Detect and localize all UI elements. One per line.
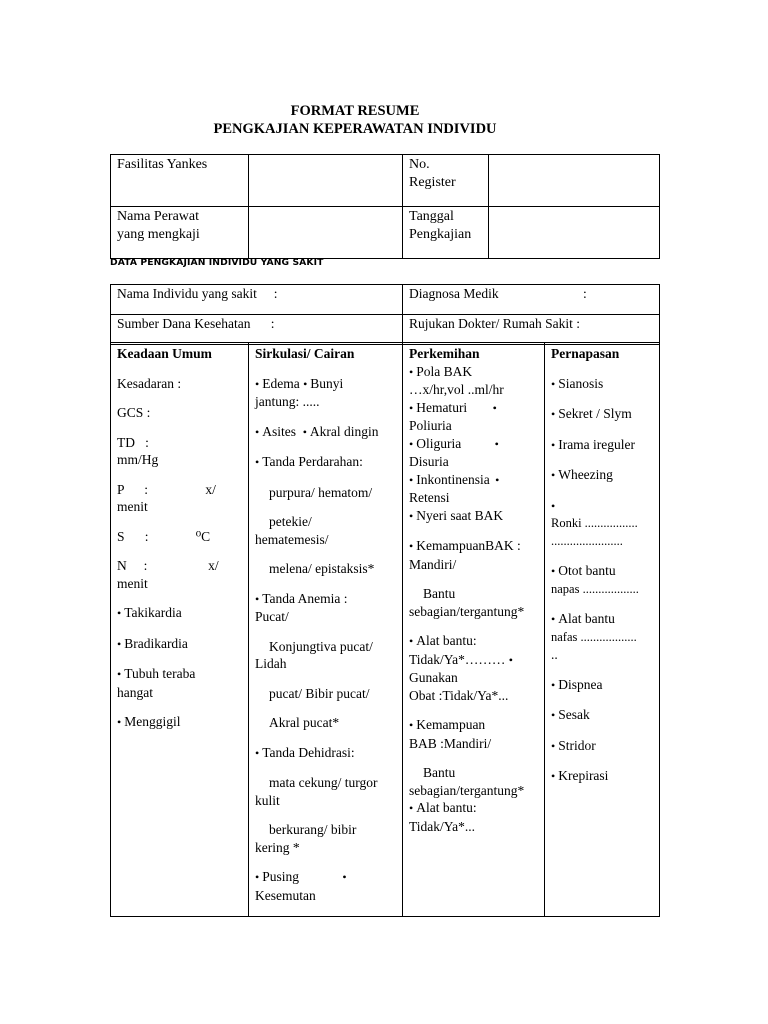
kesemutan-option[interactable]: Kesemutan xyxy=(255,887,316,903)
petekie-text: petekie/ xyxy=(269,514,312,529)
gunakan-obat-bullet[interactable] xyxy=(509,652,516,667)
section-label: DATA PENGKAJIAN INDIVIDU YANG SAKIT xyxy=(110,257,324,268)
sirkulasi-header: Sirkulasi/ Cairan xyxy=(255,346,355,361)
melena-text: melena/ epistaksis* xyxy=(269,561,375,576)
header-form-table xyxy=(110,154,660,259)
ronki-cont: ....................... xyxy=(551,533,623,548)
disuria-option[interactable]: Disuria xyxy=(409,454,449,469)
inkontinensia-option[interactable]: • Inkontinensia xyxy=(409,472,490,487)
sirkulasi-column xyxy=(249,343,403,917)
menggigil-option[interactable]: • Menggigil xyxy=(117,713,242,732)
sianosis-option[interactable]: • Sianosis xyxy=(551,375,653,394)
pucat-text: Pucat/ xyxy=(255,609,289,624)
kemampuan-bak-option[interactable]: • KemampuanBAK : xyxy=(409,537,538,556)
takikardia-option[interactable]: • Takikardia xyxy=(117,604,242,623)
p-field[interactable]: P : x/ xyxy=(117,481,216,497)
perkemihan-column xyxy=(403,343,545,917)
alat-bantu-nafas-cont2: .. xyxy=(551,647,558,662)
disuria-bullet[interactable] xyxy=(495,436,502,451)
akral-pucat-text: Akral pucat* xyxy=(269,715,340,730)
tubuh-teraba-option[interactable]: • Tubuh teraba xyxy=(117,665,242,684)
assessment-grid xyxy=(110,342,660,917)
td-unit: mm/Hg xyxy=(117,452,159,467)
alat-bantu-bab-option[interactable]: • Alat bantu: xyxy=(409,799,538,818)
alat-bantu-nafas-cont: nafas .................. xyxy=(551,629,637,644)
no-register-label: No. Register xyxy=(403,155,489,207)
kulit-text: kulit xyxy=(255,792,280,808)
tanda-perdarahan-option[interactable]: • Tanda Perdarahan: xyxy=(255,453,396,472)
ronki-bullet[interactable] xyxy=(551,497,653,516)
bunyi-option[interactable]: • Bunyi xyxy=(303,376,343,391)
keadaan-umum-column xyxy=(111,343,249,917)
kesemutan-bullet[interactable] xyxy=(342,869,349,884)
tanda-dehidrasi-option[interactable]: • Tanda Dehidrasi: xyxy=(255,744,396,763)
gunakan-obat-cont: Obat :Tidak/Ya*... xyxy=(409,687,509,703)
bibir-pucat-text: pucat/ Bibir pucat/ xyxy=(269,685,370,701)
fasilitas-value[interactable] xyxy=(249,155,403,207)
mandiri-bak-text: Mandiri/ xyxy=(409,556,457,572)
tergantung-bab-text: sebagian/tergantung* xyxy=(409,782,525,798)
sesak-option[interactable]: • Sesak xyxy=(551,706,653,725)
lidah-text: Lidah xyxy=(255,656,287,671)
pusing-option[interactable]: • Pusing xyxy=(255,869,299,884)
pernapasan-column xyxy=(545,343,660,917)
ronki-option[interactable]: Ronki ................. xyxy=(551,516,638,530)
akral-dingin-option[interactable]: • Akral dingin xyxy=(303,424,379,439)
oliguria-option[interactable]: • Oliguria xyxy=(409,436,461,451)
alat-bantu-bak-option[interactable]: • Alat bantu: xyxy=(409,632,538,651)
kemampuan-bab-option[interactable]: • Kemampuan xyxy=(409,716,538,735)
pola-bak-option[interactable]: • Pola BAK xyxy=(409,363,538,382)
kering-text: kering * xyxy=(255,839,300,855)
tanda-anemia-option[interactable]: • Tanda Anemia : xyxy=(255,590,396,609)
mandiri-bab-text: BAB :Mandiri/ xyxy=(409,735,492,751)
tubuh-teraba-cont: hangat xyxy=(117,684,153,700)
hematemesis-text: hematemesis/ xyxy=(255,531,329,547)
alat-bantu-bab-cont: Tidak/Ya*... xyxy=(409,818,476,834)
purpura-text: purpura/ hematom/ xyxy=(269,484,373,500)
tanggal-value[interactable] xyxy=(489,207,660,259)
sumber-dana-field[interactable]: Sumber Dana Kesehatan : xyxy=(111,315,403,345)
bantu-bab-text: Bantu xyxy=(423,765,456,780)
otot-bantu-option[interactable]: • Otot bantu xyxy=(551,562,653,581)
no-register-value[interactable] xyxy=(489,155,660,207)
pernapasan-header: Pernapasan xyxy=(551,346,620,361)
gcs-field[interactable]: GCS : xyxy=(117,405,151,420)
s-field[interactable]: S : ⁰C xyxy=(117,528,211,544)
nama-individu-field[interactable]: Nama Individu yang sakit : xyxy=(111,285,403,315)
sekret-option[interactable]: • Sekret / Slym xyxy=(551,405,653,424)
gunakan-obat-option[interactable]: Gunakan xyxy=(409,670,458,685)
rujukan-field[interactable]: Rujukan Dokter/ Rumah Sakit : xyxy=(403,315,660,345)
dispnea-option[interactable]: • Dispnea xyxy=(551,676,653,695)
retensi-option[interactable]: Retensi xyxy=(409,490,450,505)
poliuria-option[interactable]: Poliuria xyxy=(409,418,452,433)
otot-bantu-cont: napas .................. xyxy=(551,581,639,596)
mata-cekung-text: mata cekung/ turgor xyxy=(269,775,378,790)
p-unit: menit xyxy=(117,499,148,514)
nama-perawat-label: Nama Perawat yang mengkaji xyxy=(111,207,249,259)
diagnosa-field[interactable]: Diagnosa Medik : xyxy=(403,285,660,315)
td-field[interactable]: TD : xyxy=(117,434,149,450)
krepirasi-option[interactable]: • Krepirasi xyxy=(551,767,653,786)
tanggal-label: Tanggal Pengkajian xyxy=(403,207,489,259)
info-table xyxy=(110,284,660,345)
berkurang-text: berkurang/ bibir xyxy=(269,822,357,837)
wheezing-option[interactable]: • Wheezing xyxy=(551,466,653,485)
keadaan-umum-header: Keadaan Umum xyxy=(117,346,212,361)
poliuria-bullet[interactable] xyxy=(493,400,500,415)
document-title: FORMAT RESUME xyxy=(290,103,420,119)
hematuri-option[interactable]: • Hematuri xyxy=(409,400,467,415)
edema-option[interactable]: • Edema xyxy=(255,376,300,391)
bantu-bak-text: Bantu xyxy=(423,586,456,601)
fasilitas-label: Fasilitas Yankes xyxy=(111,155,249,207)
alat-bantu-bak-cont: Tidak/Ya*……… xyxy=(409,651,506,667)
bradikardia-option[interactable]: • Bradikardia xyxy=(117,635,242,654)
bunyi-jantung-cont: jantung: ..... xyxy=(255,394,320,409)
pola-bak-cont: …x/hr,vol ..ml/hr xyxy=(409,382,504,397)
asites-option[interactable]: • Asites xyxy=(255,424,296,439)
n-field[interactable]: N : x/ xyxy=(117,558,219,573)
retensi-bullet[interactable] xyxy=(495,472,502,487)
nyeri-bak-option[interactable]: • Nyeri saat BAK xyxy=(409,507,538,526)
alat-bantu-nafas-option[interactable]: • Alat bantu xyxy=(551,610,653,629)
n-unit: menit xyxy=(117,575,148,591)
nama-perawat-value[interactable] xyxy=(249,207,403,259)
tergantung-bak-text: sebagian/tergantung* xyxy=(409,603,525,619)
konjungtiva-text: Konjungtiva pucat/ xyxy=(269,638,373,654)
irama-option[interactable]: • Irama ireguler xyxy=(551,436,653,455)
kesadaran-field[interactable]: Kesadaran : xyxy=(117,375,182,391)
perkemihan-header: Perkemihan xyxy=(409,346,480,361)
document-subtitle: PENGKAJIAN KEPERAWATAN INDIVIDU xyxy=(213,121,497,137)
stridor-option[interactable]: • Stridor xyxy=(551,737,653,756)
